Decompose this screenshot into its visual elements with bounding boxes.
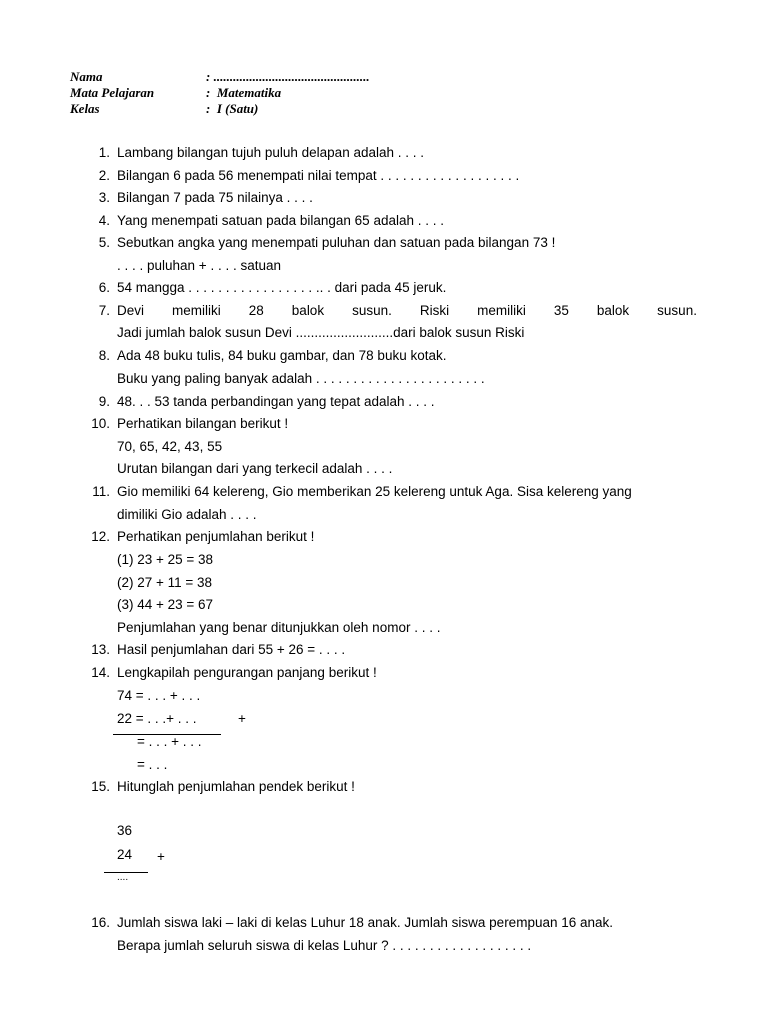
- question-text: Perhatikan penjumlahan berikut !: [117, 529, 315, 544]
- header-value: : ................................................: [206, 69, 370, 84]
- word: memiliki: [477, 303, 526, 318]
- question-text-justified: [117, 301, 697, 321]
- question-number: 13.: [91, 642, 110, 657]
- question-text: 54 mangga . . . . . . . . . . . . . . . . . .. . dari pada 45 jeruk.: [117, 280, 447, 295]
- operator-sign: +: [238, 711, 246, 726]
- question-number: 9.: [98, 394, 110, 409]
- word: memiliki: [172, 303, 221, 318]
- word: Riski: [419, 303, 450, 318]
- question-text: Ada 48 buku tulis, 84 buku gambar, dan 78 buku kotak.: [117, 348, 447, 363]
- operator-sign: +: [157, 849, 165, 864]
- header-row-kelas: [70, 101, 370, 117]
- word: susun.: [352, 303, 392, 318]
- addend-1: 36: [117, 823, 133, 838]
- word: balok: [291, 303, 325, 318]
- question-text: Jumlah siswa laki – laki di kelas Luhur 18 anak. Jumlah siswa perempuan 16 anak.: [117, 915, 614, 930]
- word: Devi: [117, 303, 145, 318]
- word: susun.: [657, 303, 697, 318]
- header-label: Nama: [70, 69, 103, 84]
- question-text: Bilangan 6 pada 56 menempati nilai tempat . . . . . . . . . . . . . . . . . . .: [117, 168, 520, 183]
- question-number: 7.: [98, 303, 110, 318]
- header-value: : Matematika: [206, 85, 282, 100]
- question-text: Hitunglah penjumlahan pendek berikut !: [117, 779, 355, 794]
- subtraction-row-1: 74 = . . . + . . .: [117, 688, 201, 703]
- question-text: Sebutkan angka yang menempati puluhan dan satuan pada bilangan 73 !: [117, 235, 556, 250]
- question-number: 4.: [98, 213, 110, 228]
- question-line: 70, 65, 42, 43, 55: [117, 439, 223, 454]
- header-value: : I (Satu): [206, 101, 259, 116]
- question-text: Yang menempati satuan pada bilangan 65 adalah . . . .: [117, 213, 444, 228]
- header-label: Mata Pelajaran: [70, 85, 155, 100]
- question-line: Urutan bilangan dari yang terkecil adalah . . . .: [117, 461, 393, 476]
- question-text: 48. . . 53 tanda perbandingan yang tepat adalah . . . .: [117, 394, 435, 409]
- word: balok: [596, 303, 630, 318]
- question-number: 11.: [92, 484, 110, 499]
- word: 28: [248, 303, 264, 318]
- header-block: [70, 69, 370, 117]
- question-number: 12.: [91, 529, 110, 544]
- question-number: 6.: [98, 280, 110, 295]
- question-line: Buku yang paling banyak adalah . . . . . . . . . . . . . . . . . . . . . . .: [117, 371, 485, 386]
- header-row-nama: [70, 69, 370, 85]
- header-row-mata-pelajaran: [70, 85, 370, 101]
- question-number: 15.: [91, 779, 110, 794]
- addend-2: 24: [117, 847, 133, 862]
- subtraction-row-4: = . . .: [137, 757, 168, 772]
- question-text: Lambang bilangan tujuh puluh delapan adalah . . . .: [117, 145, 424, 160]
- question-text: Bilangan 7 pada 75 nilainya . . . .: [117, 190, 313, 205]
- question-number: 10.: [91, 416, 110, 431]
- question-number: 5.: [98, 235, 110, 250]
- option-2: (2) 27 + 11 = 38: [117, 575, 213, 590]
- word: 35: [553, 303, 569, 318]
- question-number: 1.: [98, 145, 110, 160]
- header-label: Kelas: [70, 101, 100, 116]
- question-line: Penjumlahan yang benar ditunjukkan oleh nomor . . . .: [117, 620, 441, 635]
- question-text: Hasil penjumlahan dari 55 + 26 = . . . .: [117, 642, 346, 657]
- option-1: (1) 23 + 25 = 38: [117, 552, 214, 567]
- question-line: Berapa jumlah seluruh siswa di kelas Luhur ? . . . . . . . . . . . . . . . . . . .: [117, 938, 532, 953]
- question-text: Lengkapilah pengurangan panjang berikut !: [117, 665, 377, 680]
- subtraction-row-3: = . . . + . . .: [137, 734, 202, 749]
- question-text: Perhatikan bilangan berikut !: [117, 416, 289, 431]
- question-line: Jadi jumlah balok susun Devi ..........................dari balok susun Riski: [117, 325, 525, 340]
- question-number: 8.: [98, 348, 110, 363]
- option-3: (3) 44 + 23 = 67: [117, 597, 214, 612]
- subtraction-row-2: 22 = . . .+ . . .: [117, 711, 197, 726]
- question-number: 2.: [98, 168, 110, 183]
- question-number: 16.: [91, 915, 110, 930]
- sum-result: ....: [117, 872, 129, 883]
- question-line: dimiliki Gio adalah . . . .: [117, 507, 257, 522]
- question-number: 3.: [98, 190, 110, 205]
- question-line: . . . . puluhan + . . . . satuan: [117, 258, 281, 273]
- question-text: Gio memiliki 64 kelereng, Gio memberikan 25 kelereng untuk Aga. Sisa kelereng yang: [117, 484, 632, 499]
- question-number: 14.: [91, 665, 110, 680]
